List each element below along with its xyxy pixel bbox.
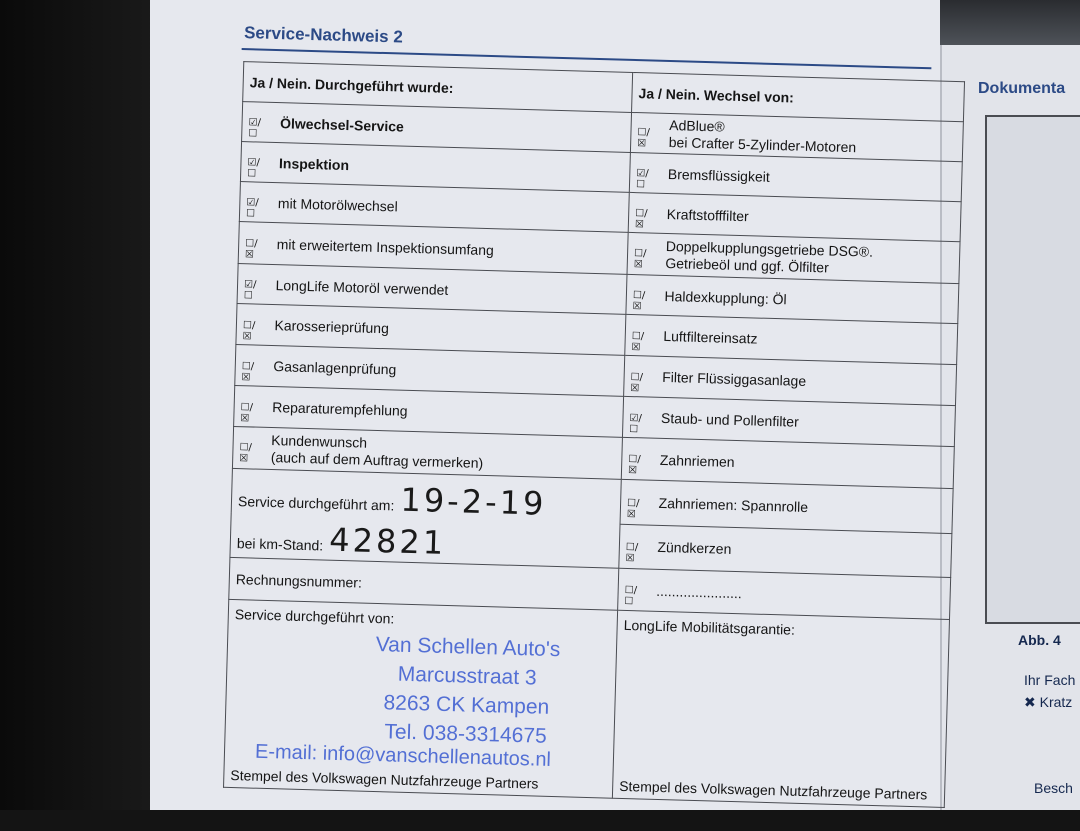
checkbox-icon: ☐/☒ — [627, 454, 641, 477]
item-label: Haldexkupplung: Öl — [664, 287, 787, 307]
item-label: Doppelkupplungsgetriebe DSG®. — [665, 237, 874, 260]
stamp-email: E-mail: info@vanschellenautos.nl — [254, 740, 552, 771]
guarantee-cell — [612, 610, 949, 807]
checkbox-icon: ☑/☐ — [243, 279, 257, 302]
checkbox-icon: ☐/☒ — [637, 127, 650, 150]
background-left — [0, 0, 175, 810]
km-value: 42821 — [328, 520, 447, 562]
checkbox-icon: ☑/☐ — [248, 117, 262, 140]
next-page-fig-label: Abb. 4 — [1018, 632, 1061, 648]
item-label: Zahnriemen: Spannrolle — [658, 494, 809, 515]
item-label: Luftfiltereinsatz — [663, 327, 758, 347]
stamp-line2: Marcusstraat 3 — [397, 662, 537, 690]
checkbox-icon: ☐/☐ — [624, 585, 638, 608]
performed-by-label: Service durchgeführt von: — [234, 606, 395, 627]
checkbox-icon: ☐/☒ — [625, 542, 639, 565]
checkbox-icon: ☐/☒ — [633, 248, 647, 271]
item-label: Inspektion — [278, 154, 350, 173]
item-label: Zündkerzen — [657, 539, 732, 558]
left-footer: Stempel des Volkswagen Nutzfahrzeuge Partners — [230, 767, 539, 792]
item-sublabel: bei Crafter 5-Zylinder-Motoren — [668, 133, 857, 155]
item-sublabel: (auch auf dem Auftrag vermerken) — [270, 448, 484, 471]
service-date-label: Service durchgeführt am: — [237, 493, 395, 514]
checkbox-icon: ☐/☒ — [244, 238, 258, 261]
checkbox-icon: ☑/☐ — [635, 168, 649, 191]
item-label: Gasanlagenprüfung — [273, 358, 397, 378]
checkbox-icon: ☐/☒ — [241, 360, 255, 384]
guarantee-label: LongLife Mobilitätsgarantie: — [623, 616, 796, 638]
item-label: AdBlue® — [669, 116, 725, 135]
item-label: Zahnriemen — [659, 451, 735, 470]
item-label: Reparaturempfehlung — [272, 399, 408, 419]
checkbox-icon: ☐/☒ — [239, 442, 253, 465]
checkbox-icon: ☐/☒ — [631, 330, 645, 354]
item-label: Kundenwunsch — [271, 431, 368, 451]
stamp-line3: 8263 CK Kampen — [383, 691, 550, 719]
checkbox-icon: ☐/☒ — [632, 290, 646, 313]
service-date-value: 19-2-19 — [400, 480, 547, 523]
stamp-line4: Tel. 038-3314675 — [384, 720, 548, 748]
service-table — [223, 61, 965, 808]
invoice-label: Rechnungsnummer: — [235, 570, 363, 591]
stamp-line1: Van Schellen Auto's — [375, 633, 561, 662]
service-record — [182, 0, 964, 831]
checkbox-icon: ☐/☒ — [626, 497, 640, 520]
item-label: ...................... — [656, 582, 743, 601]
next-page-line3: Besch — [1034, 780, 1073, 796]
item-label: Ölwechsel-Service — [279, 114, 405, 135]
checkbox-icon: ☐/☒ — [634, 208, 648, 231]
checkbox-icon: ☑/☐ — [245, 197, 259, 220]
performed-by-cell — [224, 599, 618, 798]
right-header: Ja / Nein. Wechsel von: — [632, 72, 965, 121]
checkbox-icon: ☐/☒ — [240, 401, 254, 425]
page-title: Service-Nachweis 2 — [243, 23, 404, 47]
item-label: mit erweitertem Inspektionsumfang — [276, 235, 495, 258]
dealer-stamp — [335, 629, 598, 752]
item-label: Staub- und Pollenfilter — [660, 409, 800, 430]
item-label: Bremsflüssigkeit — [667, 165, 771, 185]
right-footer: Stempel des Volkswagen Nutzfahrzeuge Partners — [618, 777, 928, 803]
next-page-title: Dokumenta — [978, 80, 1066, 97]
next-page-line1: Ihr Fach — [1024, 672, 1076, 688]
checkbox-icon: ☐/☒ — [242, 319, 256, 343]
item-sublabel: Getriebeöl und ggf. Ölfilter — [665, 254, 829, 276]
checkbox-icon: ☐/☒ — [630, 371, 644, 395]
item-label: Kraftstofffilter — [666, 205, 749, 224]
checkbox-icon: ☑/☐ — [247, 157, 260, 180]
item-label: Karosserieprüfung — [274, 317, 390, 337]
next-page-line2: ✖ Kratz — [1024, 694, 1073, 710]
item-label: mit Motorölwechsel — [277, 194, 398, 214]
left-service-date-km — [230, 468, 621, 568]
item-label: Filter Flüssiggasanlage — [661, 368, 807, 389]
km-label: bei km-Stand: — [236, 535, 324, 554]
checkbox-icon: ☑/☐ — [629, 412, 642, 436]
item-label: LongLife Motoröl verwendet — [275, 276, 449, 298]
left-header: Ja / Nein. Durchgeführt wurde: — [243, 62, 633, 113]
next-page-figure — [985, 115, 1080, 624]
